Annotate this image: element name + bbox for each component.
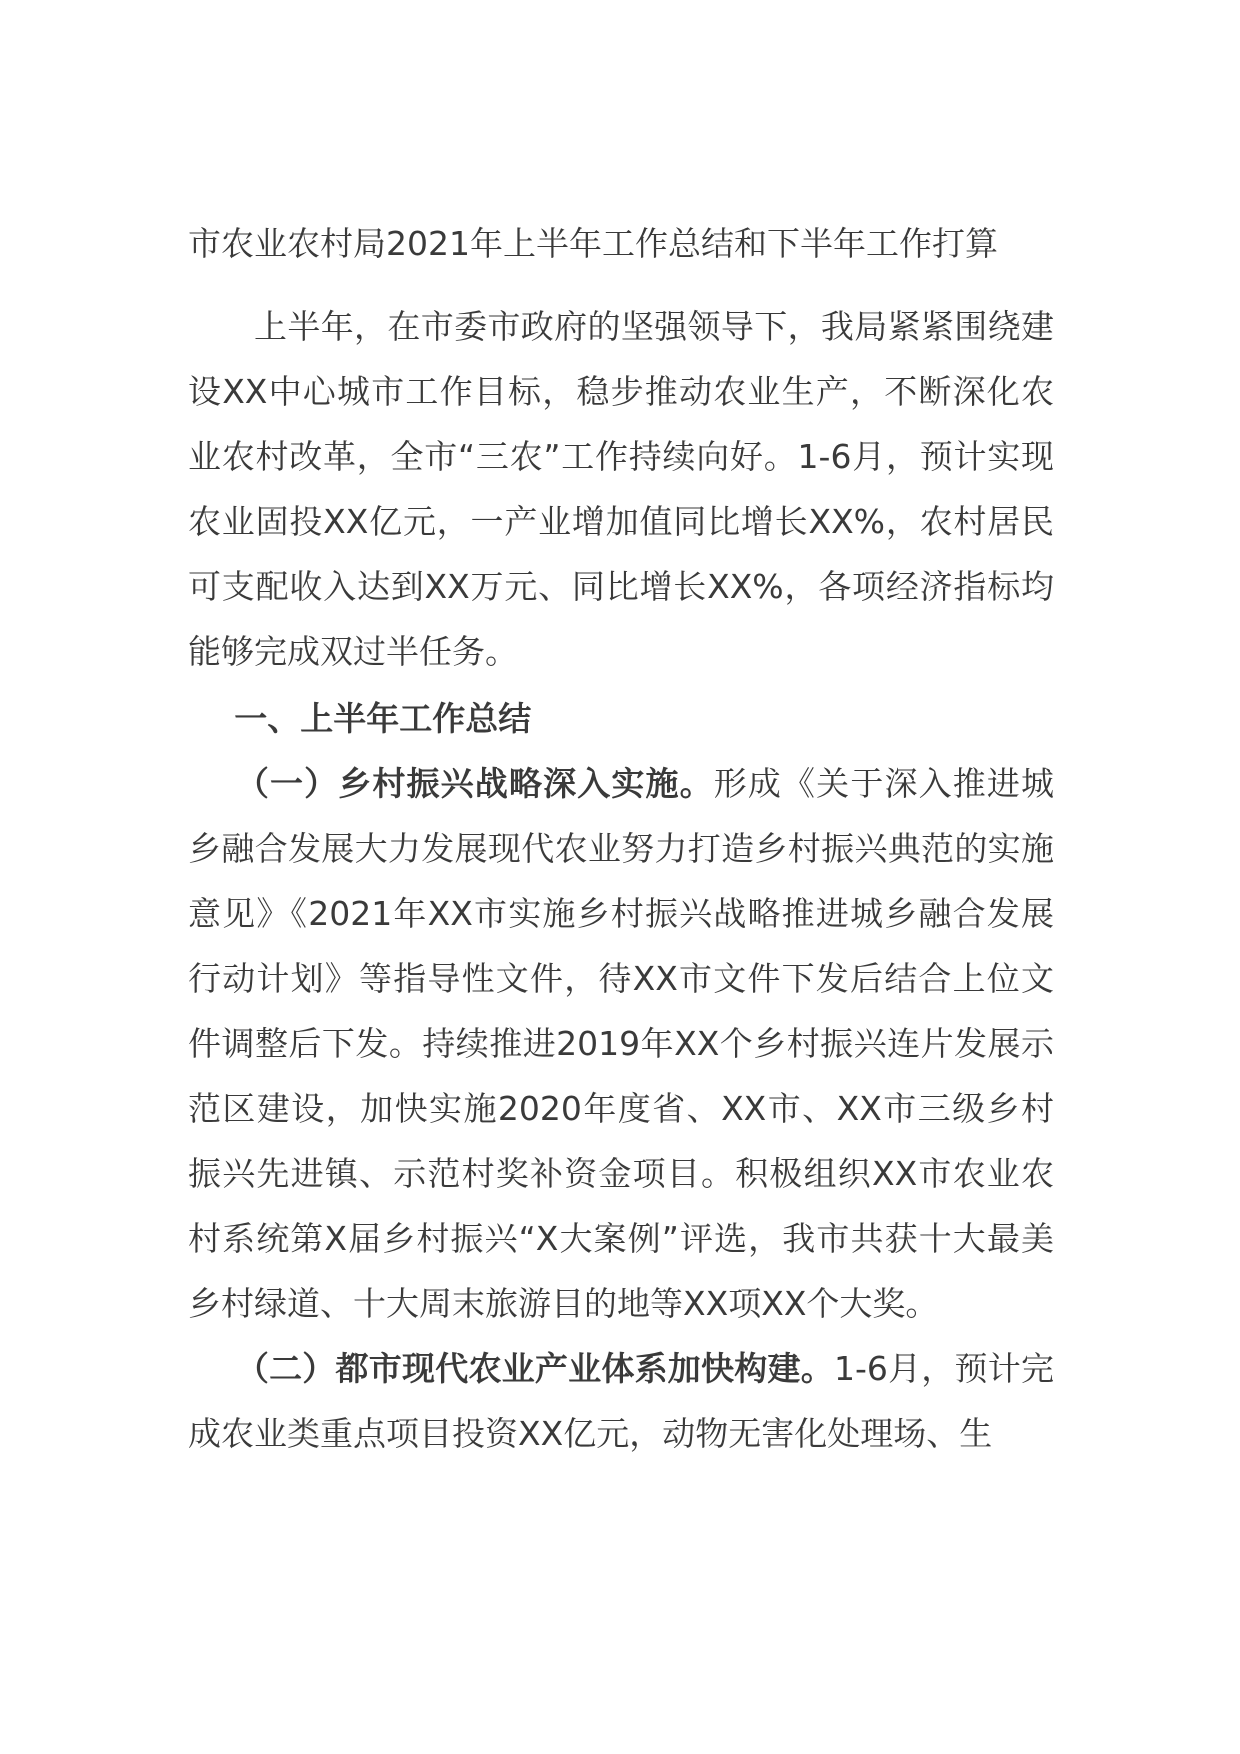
section-heading: 一、上半年工作总结 bbox=[234, 699, 532, 738]
subsection-paragraph-2 bbox=[188, 1336, 1054, 1466]
subsection-body: 1-6月，预计完成农业类重点项目投资XX亿元，动物无害化处理场、生 bbox=[188, 1349, 1054, 1453]
document-page bbox=[188, 222, 1054, 1466]
document-title: 市农业农村局2021年上半年工作总结和下半年工作打算 bbox=[188, 224, 998, 263]
subsection-lead: （二）都市现代农业产业体系加快构建。 bbox=[235, 1349, 834, 1388]
subsection-paragraph-1 bbox=[188, 751, 1054, 1336]
intro-paragraph: 上半年，在市委市政府的坚强领导下，我局紧紧围绕建设XX中心城市工作目标，稳步推动农业生产，不断深化农业农村改革，全市“三农”工作持续向好。1-6月，预计实现农业固投XX亿元，一产业增加值同比增长XX%，农村居民可支配收入达到XX万元、同比增长XX%，各项经济指标均能够完成双过半任务。 bbox=[188, 307, 1054, 671]
subsection-lead: （一）乡村振兴战略深入实施。 bbox=[235, 764, 714, 803]
subsection-body: 形成《关于深入推进城乡融合发展大力发展现代农业努力打造乡村振兴典范的实施意见》《2021年XX市实施乡村振兴战略推进城乡融合发展行动计划》等指导性文件，待XX市文件下发后结合上位文件调整后下发。持续推进2019年XX个乡村振兴连片发展示范区建设，加快实施2020年度省、XX市、XX市三级乡村振兴先进镇、示范村奖补资金项目。积极组织XX市农业农村系统第X届乡村振兴“X大案例”评选，我市共获十大最美乡村绿道、十大周末旅游目的地等XX项XX个大奖。 bbox=[188, 764, 1055, 1323]
